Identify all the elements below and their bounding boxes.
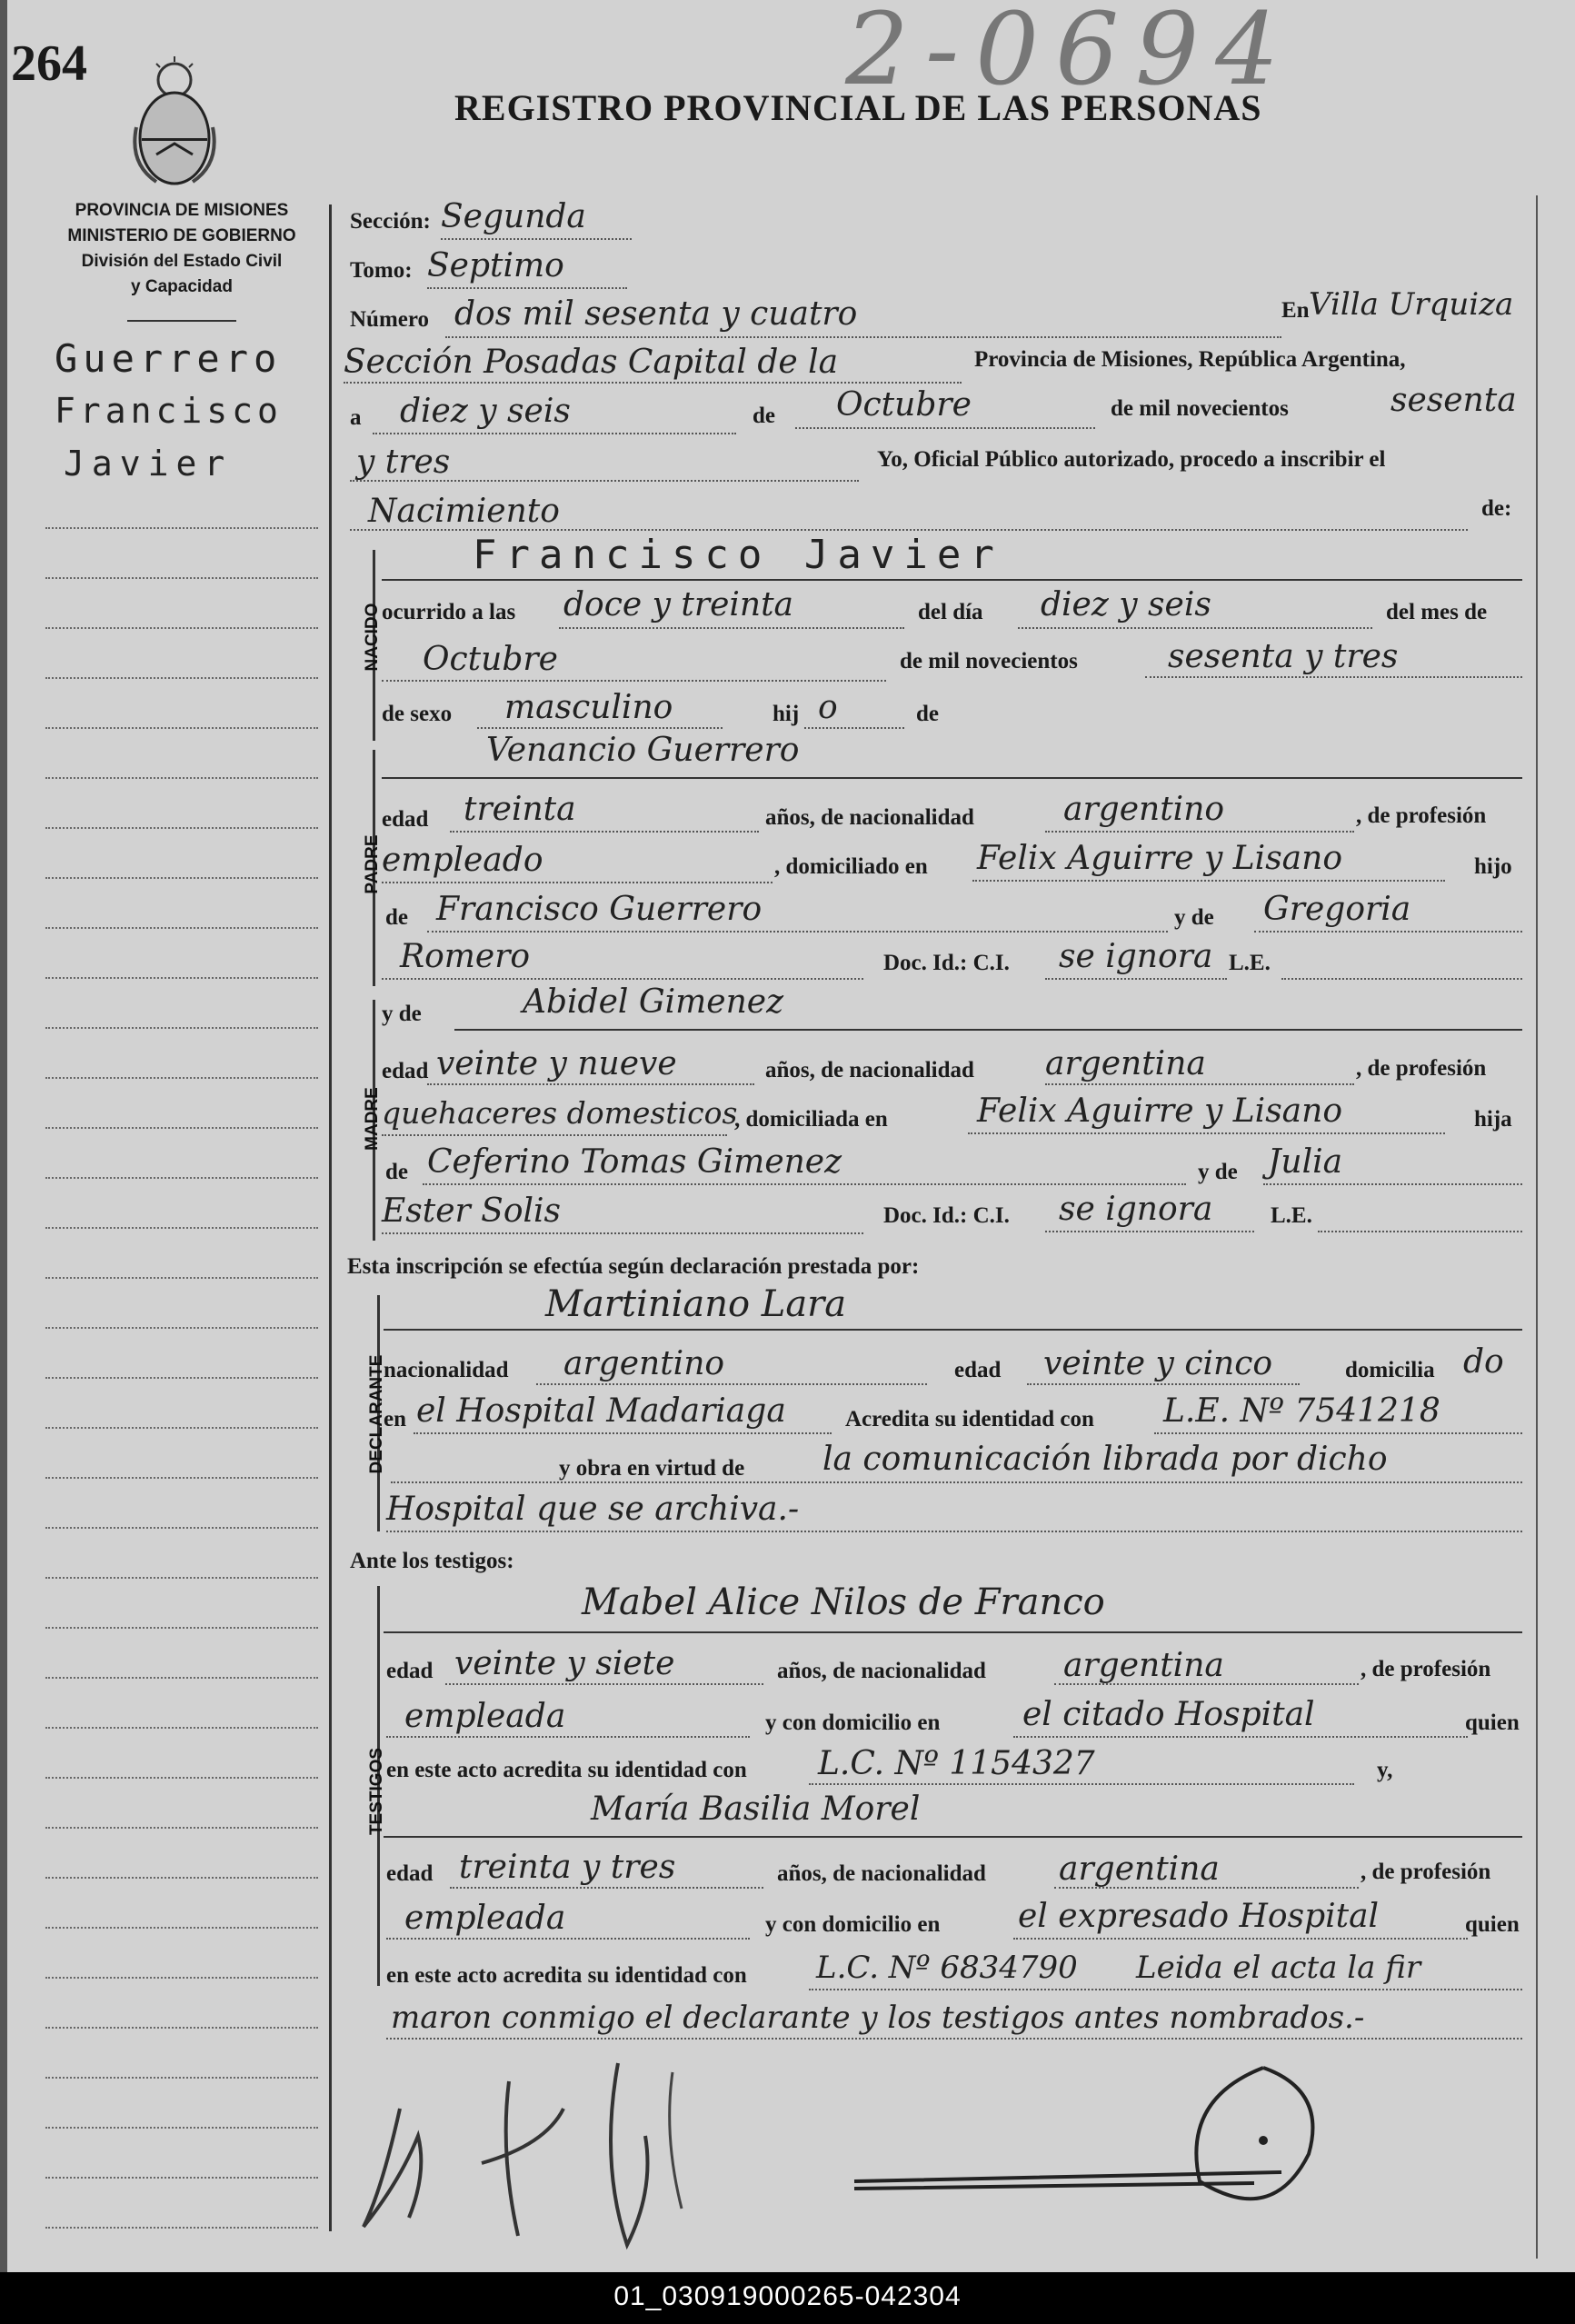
- del-mes-label: del mes de: [1386, 600, 1488, 624]
- dotted-line: [423, 1183, 1186, 1185]
- dotted-line: [809, 1989, 1522, 1990]
- obra-label: y obra en virtud de: [559, 1456, 745, 1481]
- dotted-line: [1027, 1383, 1300, 1385]
- dotted-line: [373, 433, 736, 434]
- de-label: de: [753, 404, 775, 428]
- margin-ruled-line: [45, 527, 318, 529]
- dotted-line: [1145, 676, 1522, 678]
- margin-ruled-line: [45, 1177, 318, 1179]
- anio-value: sesenta: [1391, 382, 1517, 419]
- divider: [127, 320, 236, 322]
- padre-nombre: Venancio Guerrero: [486, 732, 800, 769]
- dotted-line: [1018, 627, 1372, 629]
- anio-label: de mil novecientos: [900, 649, 1078, 673]
- dotted-line: [386, 1736, 750, 1738]
- side-header-line: División del Estado Civil: [81, 252, 283, 271]
- margin-ruled-line: [45, 1077, 318, 1079]
- profesion-value: empleado: [382, 842, 543, 879]
- dotted-line: [1263, 1183, 1522, 1185]
- margin-ruled-line: [45, 1527, 318, 1529]
- y-label: y,: [1377, 1758, 1393, 1782]
- margin-ruled-line: [45, 1227, 318, 1229]
- edad-value: veinte y cinco: [1043, 1345, 1273, 1382]
- margin-ruled-line: [45, 677, 318, 679]
- profesion-value: empleada: [404, 1698, 566, 1735]
- side-header-line: PROVINCIA DE MISIONES: [75, 201, 289, 220]
- name-underline: [382, 777, 1522, 779]
- margin-ruled-line: [45, 2227, 318, 2229]
- dotted-line: [809, 1783, 1354, 1785]
- nacionalidad-label: años, de nacionalidad: [777, 1861, 986, 1886]
- profesion-value: quehaceres domesticos: [382, 1095, 738, 1131]
- dotted-line: [1154, 1432, 1522, 1434]
- margin-ruled-line: [45, 777, 318, 779]
- testigo1-nombre: Mabel Alice Nilos de Franco: [582, 1581, 1105, 1623]
- dotted-line: [391, 1481, 1522, 1483]
- seccion-label: Sección:: [350, 209, 431, 234]
- folio-number: 264: [11, 35, 87, 92]
- dotted-line: [450, 831, 759, 833]
- mes-value: Octubre: [836, 386, 972, 424]
- domicilio-label: y con domicilio en: [765, 1711, 941, 1735]
- dotted-line: [972, 880, 1445, 882]
- madre-de-value: Julia: [1268, 1143, 1343, 1181]
- margin-middlename: Javier: [64, 444, 233, 484]
- edad-label: edad: [954, 1358, 1002, 1382]
- dotted-line: [1318, 1231, 1522, 1232]
- nacido-section-label: NACIDO: [363, 603, 382, 672]
- dotted-line: [1013, 1736, 1468, 1738]
- de-label: de: [385, 905, 408, 930]
- tomo-label: Tomo:: [350, 258, 413, 283]
- nacionalidad-label: años, de nacionalidad: [765, 1058, 974, 1082]
- dotted-line: [795, 427, 1095, 429]
- margin-ruled-line: [45, 2127, 318, 2129]
- dotted-line: [382, 1232, 863, 1234]
- y-de-label: y de: [1174, 905, 1214, 930]
- en-value: Villa Urquiza: [1309, 286, 1514, 323]
- edad-value: veinte y siete: [454, 1645, 675, 1682]
- provincia-text: Provincia de Misiones, República Argentina,: [974, 347, 1406, 372]
- name-underline: [384, 1329, 1522, 1331]
- lugar-value: Sección Posadas Capital de la: [344, 344, 839, 381]
- en-value: el Hospital Madariaga: [416, 1392, 786, 1430]
- margin-separator: [329, 204, 332, 2231]
- margin-ruled-line: [45, 1727, 318, 1729]
- declarante-section-label: DECLARANTE: [367, 1354, 386, 1474]
- domicilio-label: , domiciliada en: [734, 1107, 888, 1132]
- edad-label: edad: [386, 1659, 434, 1683]
- margin-ruled-line: [45, 1477, 318, 1479]
- dotted-line: [536, 1383, 927, 1385]
- margin-ruled-line: [45, 2027, 318, 2029]
- name-underline: [454, 1029, 1522, 1031]
- coat-of-arms-icon: [129, 55, 220, 191]
- hija-label: hija: [1474, 1107, 1512, 1132]
- y-de-label: y de: [1198, 1160, 1238, 1184]
- margin-ruled-line: [45, 627, 318, 629]
- dotted-line: [1045, 978, 1227, 980]
- margin-ruled-line: [45, 1777, 318, 1779]
- dotted-line: [1045, 831, 1354, 833]
- margin-ruled-line: [45, 2177, 318, 2179]
- nacionalidad-value: argentino: [563, 1345, 725, 1382]
- de-label: de: [385, 1160, 408, 1184]
- nacionalidad-value: argentina: [1045, 1045, 1206, 1082]
- domicilio-label: domicilia: [1345, 1358, 1435, 1382]
- edad-label: edad: [386, 1861, 434, 1886]
- acredita-label: en este acto acredita su identidad con: [386, 1758, 747, 1782]
- margin-ruled-line: [45, 577, 318, 579]
- dotted-line: [382, 1134, 727, 1136]
- yo-text: Yo, Oficial Público autorizado, procedo a inscribir el: [877, 447, 1386, 472]
- hij-value: o: [818, 689, 838, 726]
- dotted-line: [1013, 1938, 1468, 1940]
- padre-de-value: Ceferino Tomas Gimenez: [427, 1143, 842, 1181]
- en-label: en: [384, 1407, 406, 1431]
- margin-ruled-line: [45, 1827, 318, 1829]
- documento-value: L.C. Nº 6834790: [816, 1950, 1078, 1986]
- margin-firstname: Francisco: [55, 391, 283, 431]
- margin-ruled-line: [45, 727, 318, 729]
- padre-de-value: Francisco Guerrero: [436, 891, 763, 928]
- dotted-line: [350, 529, 1468, 531]
- dotted-line: [1054, 1887, 1359, 1889]
- madre-de-value: Gregoria: [1263, 891, 1411, 928]
- acredita-label: en este acto acredita su identidad con: [386, 1963, 747, 1988]
- name-underline: [384, 1836, 1522, 1838]
- side-header-line: y Capacidad: [131, 277, 233, 296]
- margin-ruled-line: [45, 2077, 318, 2079]
- seccion-value: Segunda: [441, 198, 586, 235]
- nacionalidad-label: nacionalidad: [384, 1358, 509, 1382]
- obra2-value: Hospital que se archiva.-: [386, 1491, 800, 1528]
- dotted-line: [445, 336, 1281, 338]
- dotted-line: [1054, 1683, 1359, 1685]
- le-label: L.E.: [1271, 1203, 1312, 1228]
- nacionalidad-label: años, de nacionalidad: [765, 805, 974, 830]
- domicilio-label: , domiciliado en: [774, 854, 928, 879]
- nacionalidad-value: argentino: [1063, 791, 1225, 828]
- dotted-line: [1254, 931, 1522, 933]
- madre-de2-value: Romero: [400, 938, 531, 975]
- nacionalidad-label: años, de nacionalidad: [777, 1659, 986, 1683]
- dotted-line: [350, 480, 859, 482]
- testigos-intro: Ante los testigos:: [350, 1549, 514, 1573]
- numero-label: Número: [350, 307, 430, 332]
- testigo2-nombre: María Basilia Morel: [591, 1790, 921, 1828]
- margin-ruled-line: [45, 927, 318, 929]
- quien-label: quien: [1465, 1912, 1520, 1937]
- madre-de2-value: Ester Solis: [382, 1192, 562, 1230]
- dotted-line: [804, 727, 904, 729]
- margin-ruled-line: [45, 1677, 318, 1679]
- dotted-line: [382, 882, 773, 883]
- dotted-line: [441, 238, 632, 240]
- margin-ruled-line: [45, 1977, 318, 1979]
- doc-value: se ignora: [1059, 1191, 1213, 1228]
- name-underline: [384, 1631, 1522, 1633]
- domicilio-value: Felix Aguirre y Lisano: [977, 840, 1342, 877]
- doc-label: Doc. Id.: C.I.: [883, 1203, 1010, 1228]
- anio-value: sesenta y tres: [1168, 638, 1399, 675]
- numero-value: dos mil sesenta y cuatro: [454, 295, 858, 333]
- margin-ruled-line: [45, 1127, 318, 1129]
- margin-ruled-line: [45, 1377, 318, 1379]
- sexo-value: masculino: [504, 689, 673, 726]
- dotted-line: [386, 1531, 1522, 1532]
- acto-value: Nacimiento: [368, 493, 560, 530]
- le-label: L.E.: [1229, 951, 1271, 975]
- nacionalidad-value: argentina: [1063, 1647, 1224, 1684]
- margin-ruled-line: [45, 1277, 318, 1279]
- domicilio-label: y con domicilio en: [765, 1912, 941, 1937]
- dotted-line: [968, 1132, 1445, 1134]
- profesion-label: , de profesión: [1356, 803, 1487, 828]
- del-dia-label: del día: [918, 600, 983, 624]
- side-header: [36, 198, 327, 300]
- profesion-value: empleada: [404, 1900, 566, 1937]
- margin-ruled-line: [45, 877, 318, 879]
- right-border: [1536, 195, 1538, 2259]
- a-label: a: [350, 405, 362, 430]
- nacionalidad-value: argentina: [1059, 1850, 1220, 1888]
- anio2-value: y tres: [356, 444, 451, 481]
- nacido-nombre: Francisco Javier: [473, 532, 1003, 578]
- obra-value: la comunicación librada por dicho: [822, 1441, 1388, 1478]
- testigos-section-label: TESTIGOS: [367, 1747, 386, 1836]
- quien-label: quien: [1465, 1711, 1520, 1735]
- madre-section-label: MADRE: [363, 1087, 382, 1151]
- binding-edge: [0, 0, 7, 2272]
- edad-value: treinta: [464, 791, 576, 828]
- dotted-line: [414, 1432, 832, 1434]
- dotted-line: [427, 931, 1168, 933]
- padre-section-label: PADRE: [363, 834, 382, 894]
- dotted-line: [1045, 1083, 1354, 1085]
- documento-value: L.E. Nº 7541218: [1163, 1392, 1440, 1430]
- mes-value: Octubre: [423, 641, 558, 678]
- de-colon-label: de:: [1481, 496, 1512, 521]
- declarante-intro: Esta inscripción se efectúa según declaración prestada por:: [347, 1254, 920, 1279]
- doc-label: Doc. Id.: C.I.: [883, 951, 1010, 975]
- margin-ruled-line: [45, 1427, 318, 1429]
- side-header-line: MINISTERIO DE GOBIERNO: [67, 226, 296, 245]
- hij-label: hij: [773, 702, 800, 726]
- documento-value: L.C. Nº 1154327: [818, 1745, 1095, 1782]
- hora-value: doce y treinta: [563, 586, 794, 623]
- margin-ruled-line: [45, 1927, 318, 1929]
- de-label: de: [916, 702, 939, 726]
- dotted-line: [382, 680, 886, 682]
- hijo-label: hijo: [1474, 854, 1512, 879]
- profesion-label: , de profesión: [1356, 1056, 1487, 1081]
- madre-nombre: Abidel Gimenez: [523, 983, 784, 1021]
- page-title: REGISTRO PROVINCIAL DE LAS PERSONAS: [454, 87, 1262, 128]
- margin-ruled-line: [45, 1627, 318, 1629]
- dotted-line: [477, 727, 723, 729]
- edad-value: veinte y nueve: [436, 1045, 677, 1082]
- domicilio-suffix: do: [1463, 1343, 1504, 1381]
- domicilio-value: Felix Aguirre y Lisano: [977, 1092, 1342, 1130]
- cierre-value: Leida el acta la fir: [1136, 1950, 1421, 1986]
- dotted-line: [559, 627, 904, 629]
- dotted-line: [427, 287, 627, 289]
- dotted-line: [1281, 978, 1522, 980]
- edad-label: edad: [382, 807, 429, 832]
- dotted-line: [382, 978, 863, 980]
- dia-value: diez y seis: [1041, 586, 1211, 623]
- footer-id: 01_030919000265-042304: [613, 2281, 962, 2311]
- dia-value: diez y seis: [400, 393, 571, 430]
- stamp-number: 2-0694: [845, 0, 1296, 107]
- tomo-value: Septimo: [427, 247, 564, 284]
- profesion-label: , de profesión: [1361, 1860, 1491, 1884]
- dotted-line: [1045, 1231, 1254, 1232]
- profesion-label: , de profesión: [1361, 1657, 1491, 1681]
- margin-ruled-line: [45, 827, 318, 829]
- signatures-image: [345, 2027, 1527, 2263]
- acredita-label: Acredita su identidad con: [845, 1407, 1094, 1431]
- sexo-label: de sexo: [382, 702, 453, 726]
- en-label: En: [1281, 298, 1310, 323]
- name-underline: [382, 579, 1522, 581]
- dotted-line: [344, 382, 962, 384]
- dotted-line: [427, 1083, 754, 1085]
- domicilio-value: el citado Hospital: [1022, 1696, 1315, 1733]
- margin-ruled-line: [45, 1577, 318, 1579]
- cierre2-value: maron conmigo el declarante y los testigos antes nombrados.-: [391, 2000, 1365, 2036]
- edad-value: treinta y tres: [459, 1849, 676, 1886]
- margin-ruled-line: [45, 1327, 318, 1329]
- dotted-line: [445, 1683, 763, 1685]
- margin-ruled-line: [45, 1027, 318, 1029]
- declarante-nombre: Martiniano Lara: [545, 1283, 847, 1325]
- dotted-line: [386, 1938, 750, 1940]
- domicilio-value: el expresado Hospital: [1018, 1898, 1380, 1935]
- edad-label: edad: [382, 1059, 429, 1083]
- ocurrido-label: ocurrido a las: [382, 600, 516, 624]
- dotted-line: [450, 1887, 763, 1889]
- y-de-label: y de: [382, 1002, 422, 1026]
- margin-ruled-line: [45, 977, 318, 979]
- doc-value: se ignora: [1059, 938, 1213, 975]
- margin-surname: Guerrero: [55, 336, 283, 381]
- anio-label: de mil novecientos: [1111, 396, 1289, 421]
- margin-ruled-line: [45, 1877, 318, 1879]
